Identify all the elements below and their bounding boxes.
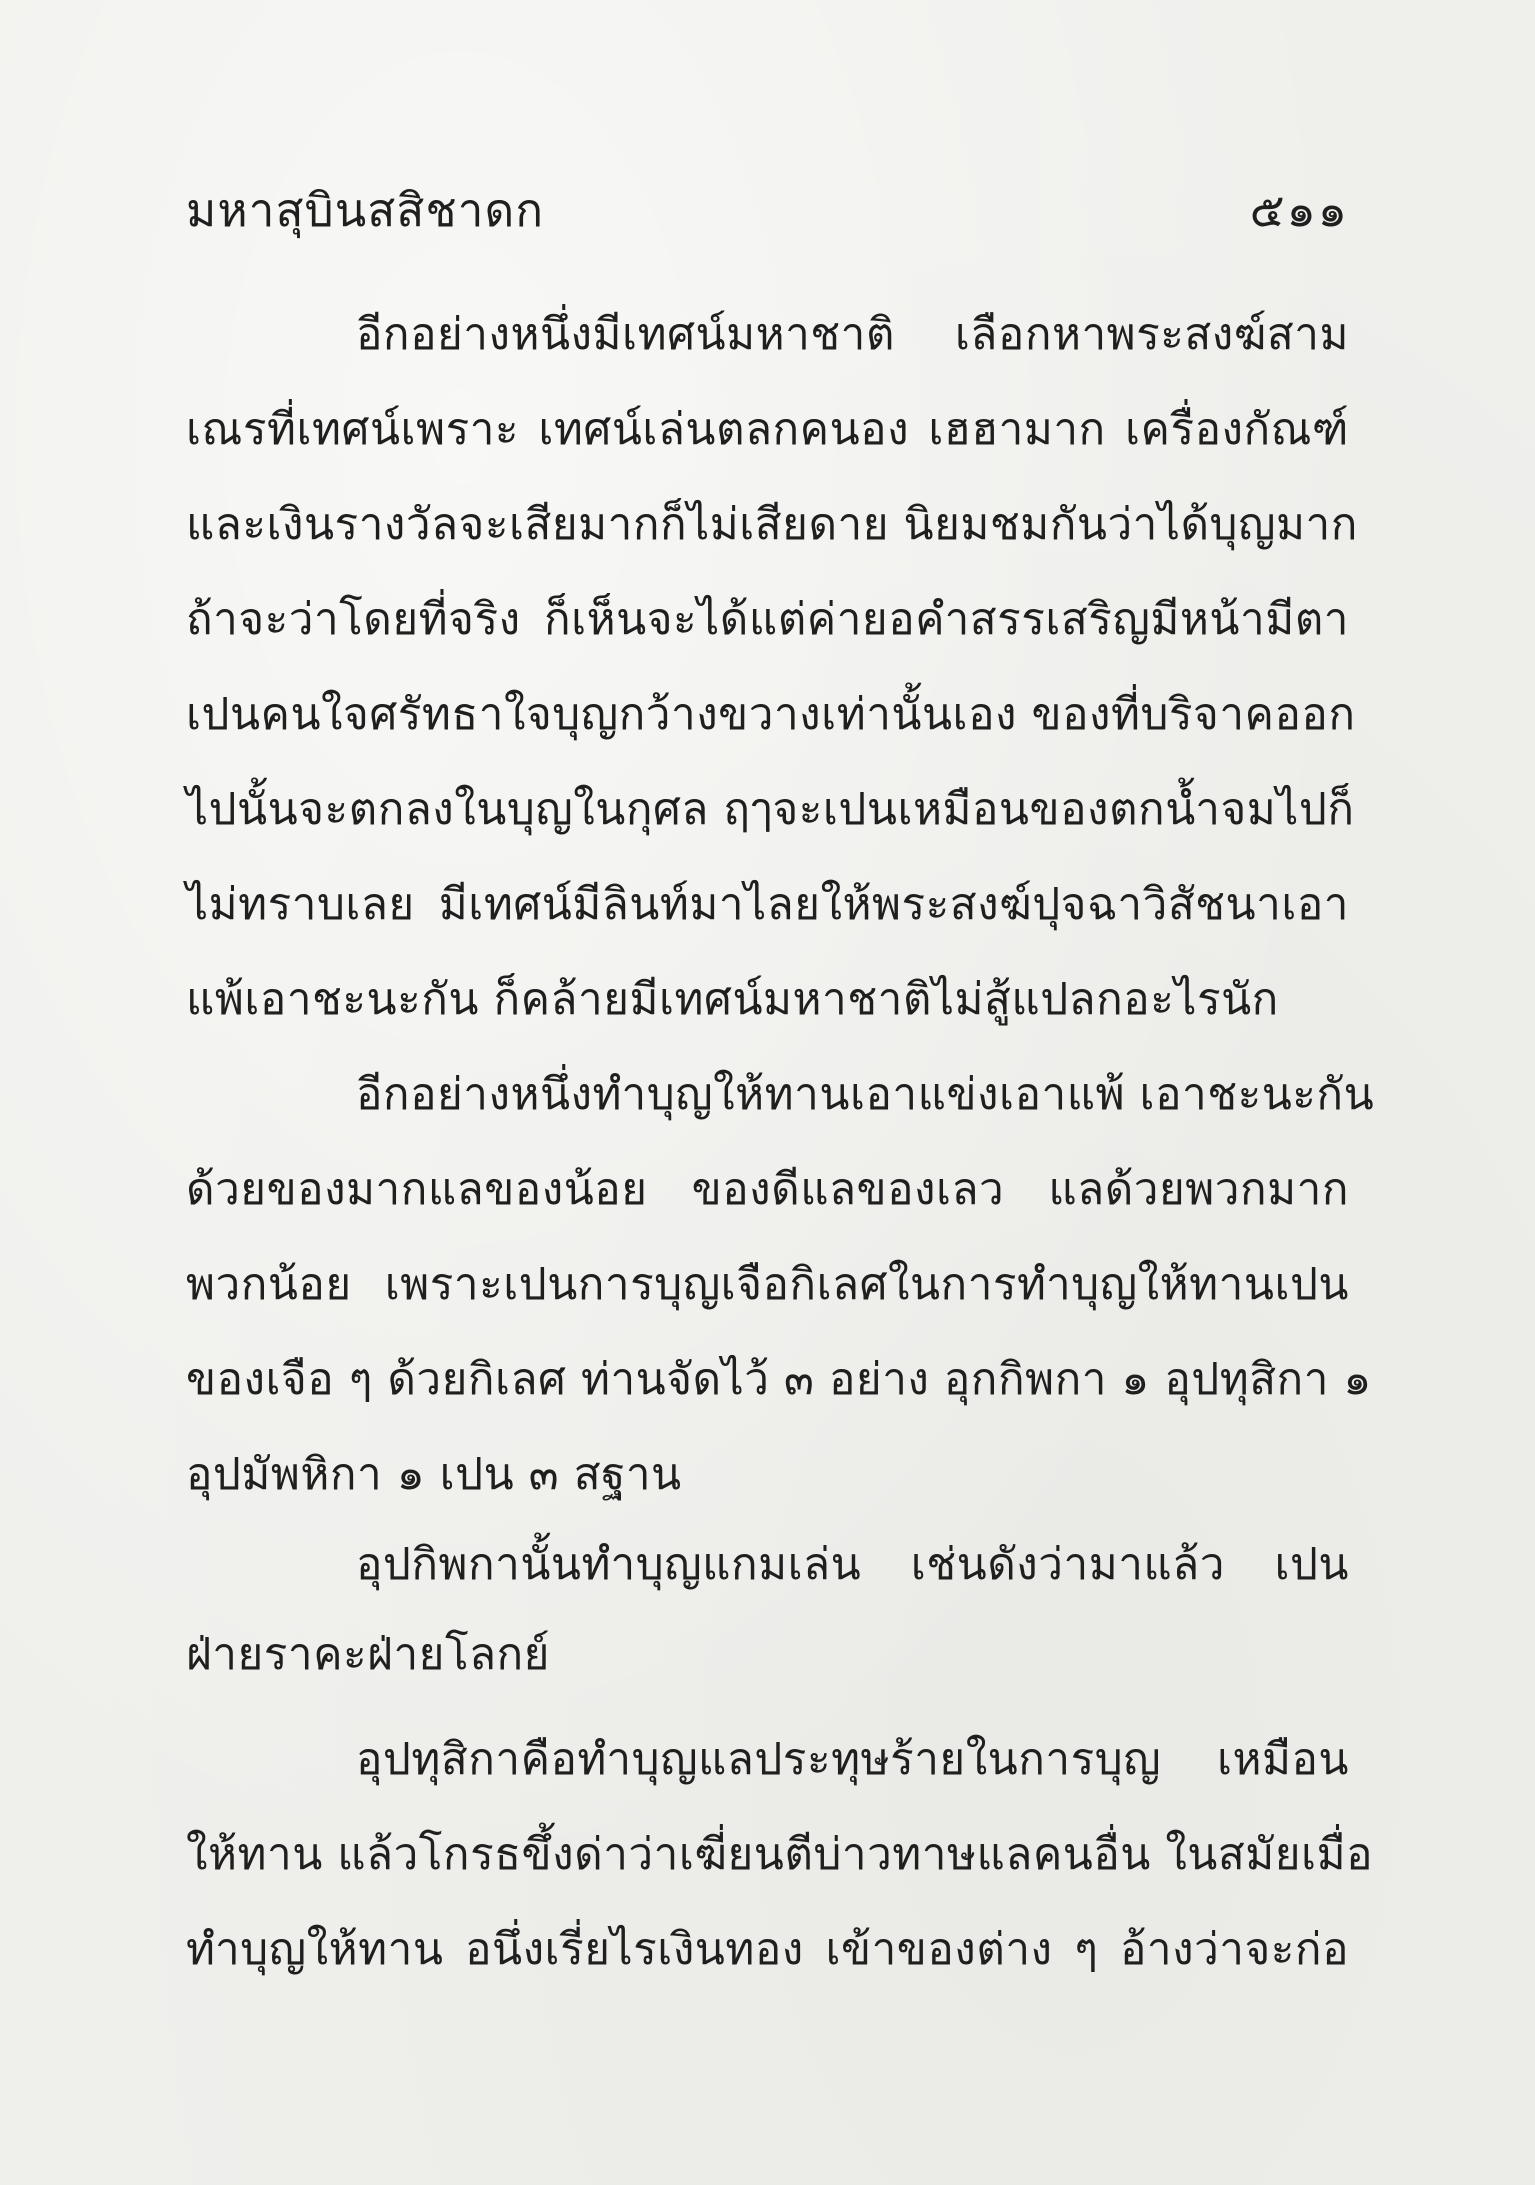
text-line: พวกน้อย เพราะเปนการบุญเจือกิเลศในการทำบุญให้ทานเปน bbox=[186, 1259, 1349, 1310]
text-line: อีกอย่างหนึ่งมีเทศน์มหาชาติ เลือกหาพระสงฆ์สาม bbox=[356, 309, 1349, 360]
text-line: ฝ่ายราคะฝ่ายโลกย์ bbox=[186, 1629, 550, 1680]
text-line: ของเจือ ๆ ด้วยกิเลศ ท่านจัดไว้ ๓ อย่าง อุกกิพกา ๑ อุปทุสิกา ๑ bbox=[186, 1354, 1372, 1405]
running-header bbox=[186, 170, 1349, 250]
text-line: ให้ทาน แล้วโกรธขึ้งด่าว่าเฆี่ยนตีบ่าวทาษแลคนอื่น ในสมัยเมื่อ bbox=[186, 1829, 1373, 1880]
running-title: มหาสุบินสสิชาดก bbox=[186, 183, 545, 237]
text-line: ทำบุญให้ทาน อนึ่งเรี่ยไรเงินทอง เข้าของต่าง ๆ อ้างว่าจะก่อ bbox=[186, 1924, 1349, 1975]
text-line: และเงินรางวัลจะเสียมากก็ไม่เสียดาย นิยมชมกันว่าได้บุญมาก bbox=[186, 499, 1358, 550]
text-line: ไม่ทราบเลย มีเทศน์มีลินท์มาไลยให้พระสงฆ์ปุจฉาวิสัชนาเอา bbox=[186, 879, 1349, 930]
text-line: ด้วยของมากแลของน้อย ของดีแลของเลว แลด้วยพวกมาก bbox=[186, 1164, 1349, 1215]
text-line: อุปกิพกานั้นทำบุญแกมเล่น เช่นดังว่ามาแล้ว เปน bbox=[356, 1539, 1349, 1590]
text-line: แพ้เอาชะนะกัน ก็คล้ายมีเทศน์มหาชาติไม่สู้แปลกอะไรนัก bbox=[186, 974, 1279, 1025]
text-line: อีกอย่างหนึ่งทำบุญให้ทานเอาแข่งเอาแพ้ เอาชะนะกัน bbox=[356, 1069, 1375, 1120]
text-line: เปนคนใจศรัทธาใจบุญกว้างขวางเท่านั้นเอง ของที่บริจาคออก bbox=[186, 689, 1356, 740]
text-line: อุปมัพหิกา ๑ เปน ๓ สฐาน bbox=[186, 1449, 682, 1500]
page-number: ๕๑๑ bbox=[1249, 183, 1349, 237]
text-line: ถ้าจะว่าโดยที่จริง ก็เห็นจะได้แต่ค่ายอคำสรรเสริญมีหน้ามีตา bbox=[186, 594, 1349, 645]
text-line: ไปนั้นจะตกลงในบุญในกุศล ฤๅจะเปนเหมือนของตกน้ำจมไปก็ bbox=[186, 784, 1355, 835]
text-line: อุปทุสิกาคือทำบุญแลประทุษร้ายในการบุญ เหมือน bbox=[356, 1734, 1349, 1785]
text-line: เณรที่เทศน์เพราะ เทศน์เล่นตลกคนอง เฮฮามาก เครื่องกัณฑ์ bbox=[186, 404, 1349, 455]
